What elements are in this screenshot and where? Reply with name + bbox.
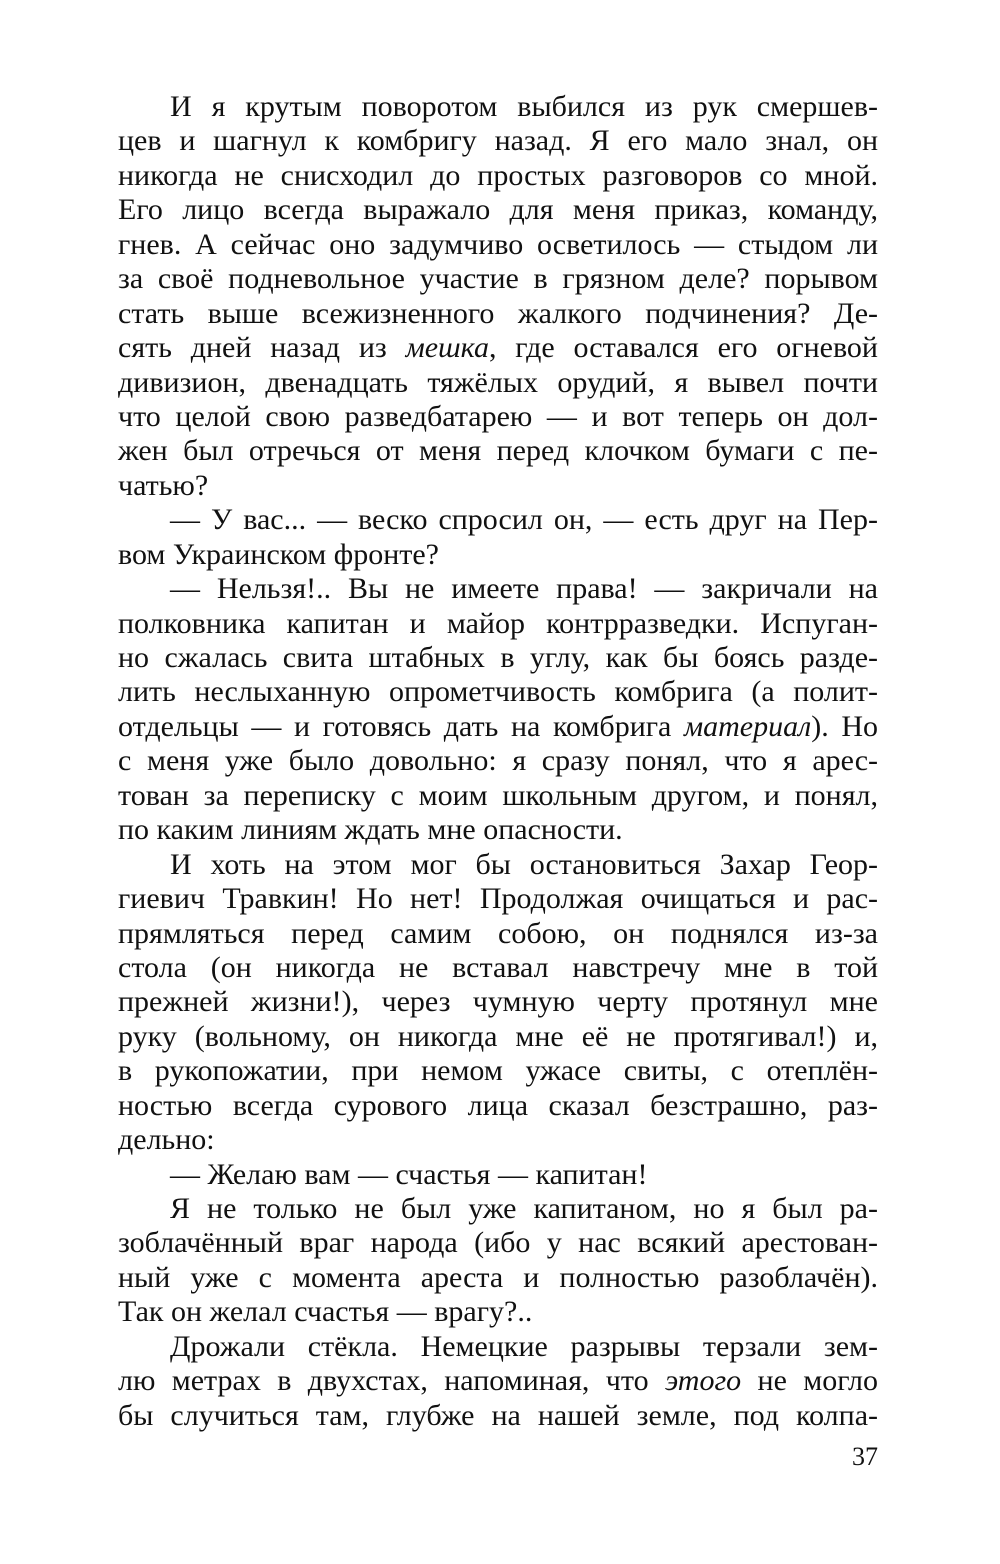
text-line (118, 331, 878, 365)
text-line (118, 985, 878, 1019)
text-line (118, 90, 878, 124)
text-line (118, 848, 878, 882)
text-segment: полковника капитан и майор контрразведки. Испуган- (118, 606, 878, 640)
text-segment: лить неслыханную опрометчивость комбрига (а полит- (118, 675, 878, 709)
text-line (118, 262, 878, 296)
text-segment: лю метрах в двухстах, напоминая, что (118, 1364, 665, 1398)
text-line (118, 675, 878, 709)
text-segment: тован за переписку с моим школьным другом, и понял, (118, 778, 878, 812)
text-line (118, 1226, 878, 1260)
text-line (118, 917, 878, 951)
text-segment: Так он желал счастья — врагу?.. (118, 1295, 533, 1329)
text-segment: И я крутым поворотом выбился из рук смершев- (170, 90, 878, 123)
text-line (118, 572, 878, 606)
text-segment: ностью всегда сурового лица сказал безстрашно, раз- (118, 1088, 878, 1122)
text-segment: с меня уже было довольно: я сразу понял, что я арес- (118, 744, 878, 778)
text-line (118, 228, 878, 262)
text-line (118, 1020, 878, 1054)
text-segment: дивизион, двенадцать тяжёлых орудий, я вывел почти (118, 365, 878, 399)
text-segment: чатью? (118, 468, 209, 502)
text-line (118, 503, 878, 537)
text-segment: — Желаю вам — счастья — капитан! (170, 1157, 648, 1191)
text-segment: — Нельзя!.. Вы не имеете права! — закричали на (170, 572, 878, 606)
text-line (118, 1295, 878, 1329)
text-line (118, 607, 878, 641)
text-line (118, 813, 878, 847)
text-segment: но сжалась свита штабных в углу, как бы боясь разде- (118, 641, 878, 674)
text-line (118, 1123, 878, 1157)
text-segment: отдельцы — и готовясь дать на комбрига (118, 709, 684, 743)
text-line (118, 744, 878, 778)
text-segment: Его лицо всегда выражало для меня приказ, команду, (118, 193, 878, 227)
text-segment: по каким линиям ждать мне опасности. (118, 813, 623, 847)
italic-text: этого (664, 1364, 742, 1398)
italic-text: материал (684, 709, 812, 743)
text-line (118, 951, 878, 985)
text-segment: сять дней назад из (118, 331, 406, 365)
text-line (118, 159, 878, 193)
text-segment: — У вас... — веско спросил он, — есть друг на Пер- (170, 503, 878, 537)
text-line (118, 538, 878, 572)
text-segment: никогда не снисходил до простых разговоров со мной. (118, 158, 878, 192)
text-line (118, 1054, 878, 1088)
text-segment: цев и шагнул к комбригу назад. Я его мало знал, он (118, 124, 878, 158)
text-line (118, 193, 878, 227)
text-line (118, 1261, 878, 1295)
text-segment: бы случиться там, глубже на нашей земле, под колпа- (118, 1398, 878, 1432)
text-segment: , где оставался его огневой (488, 331, 878, 365)
text-segment: зоблачённый враг народа (ибо у нас всякий арестован- (118, 1226, 878, 1260)
text-line (118, 434, 878, 468)
text-segment: гиевич Травкин! Но нет! Продолжая очищаться и рас- (118, 882, 878, 916)
text-segment: ный уже с момента ареста и полностью разоблачён). (118, 1260, 878, 1294)
text-line (118, 1089, 878, 1123)
text-segment: И хоть на этом мог бы остановиться Захар Геор- (170, 847, 878, 881)
text-segment: что целой свою разведбатарею — и вот теперь он дол- (118, 399, 878, 433)
text-line (118, 1192, 878, 1226)
text-line (118, 1399, 878, 1433)
text-line (118, 882, 878, 916)
text-segment: стола (он никогда не вставал навстречу мне в той (118, 950, 878, 984)
text-line (118, 779, 878, 813)
text-segment: Дрожали стёкла. Немецкие разрывы терзали зем- (170, 1329, 878, 1363)
text-segment: в рукопожатии, при немом ужасе свиты, с отеплён- (118, 1054, 878, 1088)
text-line (118, 1158, 878, 1192)
body-text (118, 90, 878, 1433)
text-segment: прямляться перед самим собою, он поднялся из-за (118, 916, 878, 950)
text-segment: ). Но (811, 709, 878, 743)
text-line (118, 469, 878, 503)
text-line (118, 366, 878, 400)
text-segment: руку (вольному, он никогда мне её не протягивал!) и, (118, 1019, 878, 1053)
text-segment: жен был отречься от меня перед клочком бумаги с пе- (118, 434, 878, 468)
text-line (118, 1364, 878, 1398)
text-line (118, 400, 878, 434)
text-line (118, 1330, 878, 1364)
text-segment: Я не только не был уже капитаном, но я был ра- (170, 1192, 878, 1225)
text-segment: гнев. А сейчас оно задумчиво осветилось — стыдом ли (118, 227, 878, 261)
text-segment: стать выше всежизненного жалкого подчинения? Де- (118, 296, 878, 330)
text-segment: вом Украинском фронте? (118, 537, 439, 571)
page-number: 37 (852, 1442, 878, 1471)
text-segment: дельно: (118, 1123, 215, 1157)
text-segment: прежней жизни!), через чумную черту протянул мне (118, 985, 878, 1019)
text-segment: за своё подневольное участие в грязном деле? порывом (118, 262, 878, 296)
text-line (118, 124, 878, 158)
text-segment: не могло (741, 1364, 878, 1398)
text-line (118, 297, 878, 331)
text-line (118, 641, 878, 675)
text-line (118, 710, 878, 744)
italic-text: мешка (405, 331, 489, 365)
